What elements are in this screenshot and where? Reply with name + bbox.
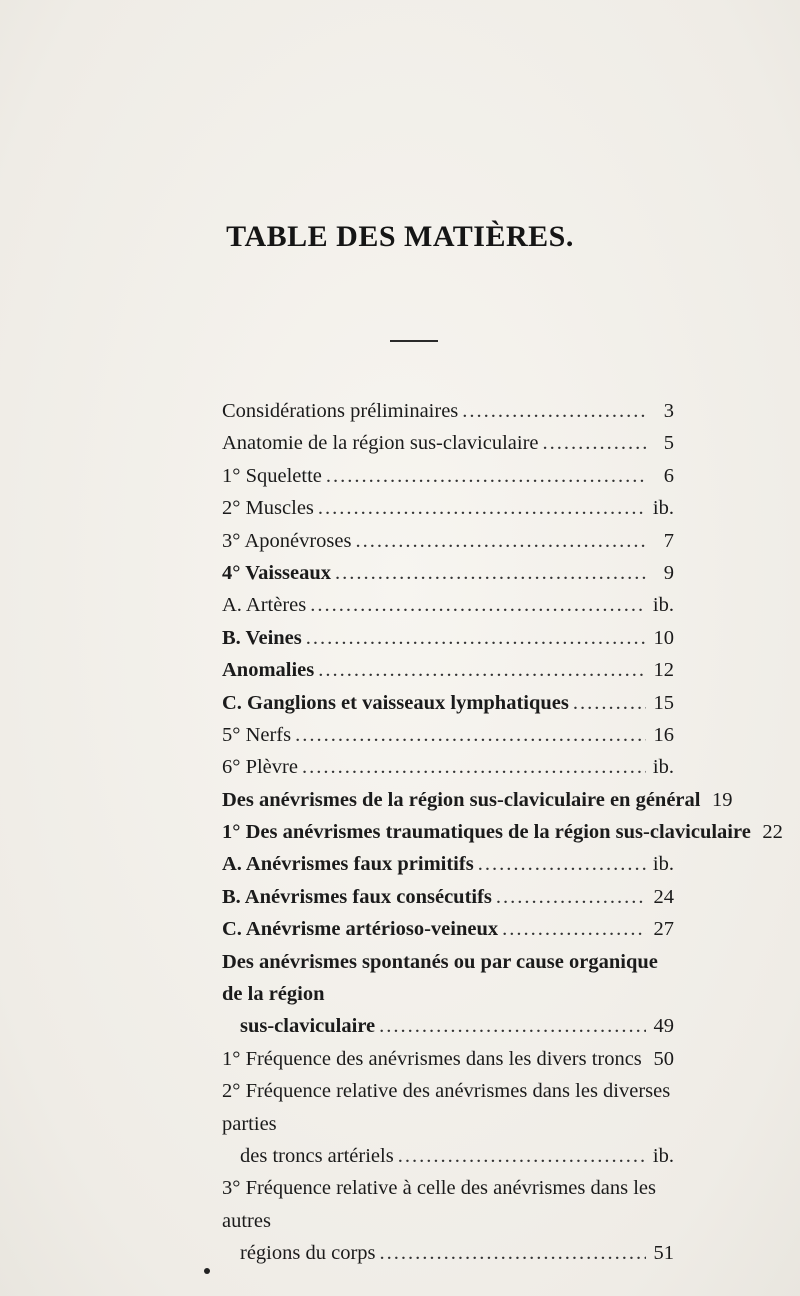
toc-entry[interactable] [222, 881, 674, 913]
entry-page: ib. [652, 853, 674, 876]
entry-page: 15 [653, 691, 674, 714]
entry-label: Considérations préliminaires [222, 400, 459, 422]
entry-label: A. Anévrismes faux primitifs [222, 853, 474, 876]
ink-dot [204, 1268, 210, 1274]
leader-dots [379, 1010, 646, 1042]
entry-label: 1° Fréquence des anévrismes dans les divers troncs [222, 1047, 642, 1070]
table-of-contents [222, 395, 783, 1270]
toc-entry[interactable] [222, 719, 674, 751]
entry-page: ib. [652, 1145, 674, 1168]
entry-label: 6° Plèvre [222, 756, 298, 779]
toc-entry[interactable] [222, 848, 674, 880]
toc-entry-multiline[interactable] [222, 1172, 674, 1269]
entry-page: 49 [653, 1015, 674, 1038]
leader-dots [318, 654, 646, 686]
leader-dots [318, 492, 646, 524]
entry-label: C. Anévrisme artérioso-veineux [222, 918, 499, 941]
toc-entry[interactable] [222, 622, 674, 654]
toc-entry[interactable] [222, 395, 674, 427]
entry-label: A. Artères [222, 594, 307, 617]
entry-label: 3° Aponévroses [222, 529, 352, 552]
entry-label-continued: régions du corps [240, 1242, 376, 1265]
toc-entry[interactable] [222, 913, 674, 945]
toc-entry[interactable] [222, 654, 674, 686]
leader-dots [462, 395, 646, 427]
entry-label: 2° Fréquence relative des anévrismes dans les diverses parties [222, 1080, 671, 1135]
leader-dots [496, 881, 646, 913]
entry-page: 3 [663, 400, 674, 422]
entry-label-continued: sus-claviculaire [240, 1015, 376, 1038]
leader-dots [478, 848, 646, 880]
leader-dots [543, 427, 647, 459]
entry-label: B. Anévrismes faux consécutifs [222, 885, 492, 908]
toc-entry[interactable] [222, 525, 674, 557]
entry-page: 22 [762, 821, 783, 844]
entry-page: 19 [711, 788, 733, 811]
toc-entry[interactable] [222, 589, 674, 621]
leader-dots [398, 1140, 646, 1172]
toc-entry[interactable] [222, 427, 674, 459]
leader-dots [502, 913, 646, 945]
entry-page: 12 [653, 659, 674, 682]
entry-page: 16 [653, 723, 674, 746]
entry-page: 24 [653, 885, 674, 908]
entry-label: Des anévrismes spontanés ou par cause organique de la région [222, 950, 658, 1006]
leader-dots [306, 622, 646, 654]
leader-dots [302, 751, 646, 783]
entry-page: 27 [653, 918, 674, 941]
entry-page: ib. [652, 497, 674, 520]
entry-page: 6 [663, 464, 674, 487]
entry-page: 51 [653, 1242, 674, 1265]
leader-dots [355, 525, 646, 557]
leader-dots [326, 460, 646, 492]
toc-entry[interactable] [222, 557, 674, 589]
entry-label: 3° Fréquence relative à celle des anévrismes dans les autres [222, 1177, 656, 1232]
leader-dots [573, 687, 646, 719]
entry-label: 1° Squelette [222, 464, 322, 487]
toc-entry[interactable] [222, 687, 674, 719]
leader-dots [335, 557, 646, 589]
toc-entry[interactable] [222, 492, 674, 524]
entry-label: Anatomie de la région sus-claviculaire [222, 432, 539, 455]
entry-page: ib. [652, 594, 674, 617]
entry-label: Anomalies [222, 659, 315, 682]
entry-label: 4° Vaisseaux [222, 561, 332, 584]
toc-entry[interactable] [222, 784, 733, 816]
entry-page: ib. [652, 756, 674, 779]
toc-entry[interactable] [222, 1043, 674, 1075]
entry-label: C. Ganglions et vaisseaux lymphatiques [222, 691, 569, 714]
entry-page: 7 [663, 529, 674, 552]
page-title: TABLE DES MATIÈRES. [226, 220, 574, 253]
entry-page: 9 [663, 561, 674, 584]
toc-entry[interactable] [222, 460, 674, 492]
leader-dots [310, 589, 646, 621]
toc-entry-multiline[interactable] [222, 1075, 674, 1172]
entry-label: 5° Nerfs [222, 723, 292, 746]
entry-page: 10 [653, 626, 674, 649]
entry-page: 5 [663, 432, 674, 455]
entry-label: 1° Des anévrismes traumatiques de la région sus-claviculaire [222, 821, 751, 844]
entry-label: Des anévrismes de la région sus-claviculaire en général [222, 788, 701, 811]
leader-dots [295, 719, 646, 751]
toc-entry-multiline[interactable] [222, 946, 674, 1043]
entry-label: 2° Muscles [222, 497, 314, 520]
entry-label: B. Veines [222, 626, 302, 649]
toc-entry[interactable] [222, 816, 783, 848]
leader-dots [380, 1237, 646, 1269]
divider [390, 340, 438, 342]
toc-entry[interactable] [222, 751, 674, 783]
entry-page: 50 [653, 1047, 674, 1070]
entry-label-continued: des troncs artériels [240, 1145, 394, 1168]
